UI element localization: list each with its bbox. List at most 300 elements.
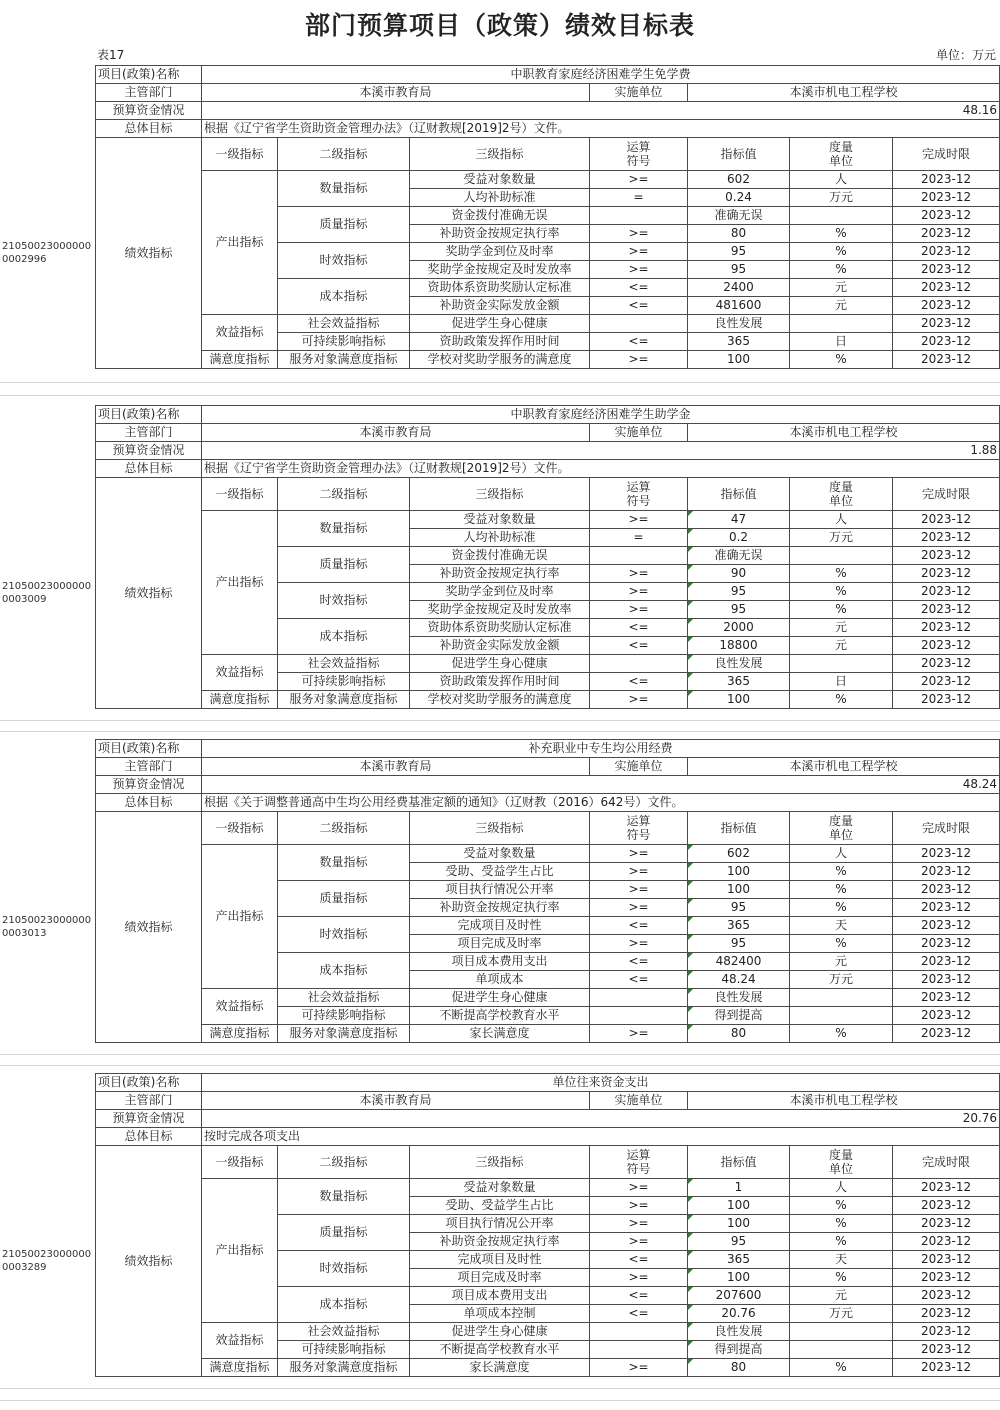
indicator-unit: % <box>790 583 893 601</box>
indicator-value: 100 <box>688 351 790 369</box>
indicator-row <box>96 1323 1000 1341</box>
indicator-name: 完成项目及时性 <box>410 917 590 935</box>
indicator-value: 20.76 <box>688 1305 790 1323</box>
indicator-operator: = <box>590 189 688 207</box>
indicator-row <box>96 1025 1000 1043</box>
label-goal: 总体目标 <box>96 1128 202 1146</box>
indicator-deadline: 2023-12 <box>893 207 1000 225</box>
header-level2: 二级指标 <box>278 812 410 845</box>
indicator-deadline: 2023-12 <box>893 1305 1000 1323</box>
indicator-name: 促进学生身心健康 <box>410 1323 590 1341</box>
header-operator: 运算 符号 <box>590 138 688 171</box>
level1-indicator: 效益指标 <box>202 1323 278 1359</box>
level2-indicator: 成本指标 <box>278 619 410 655</box>
indicator-name: 受益对象数量 <box>410 1179 590 1197</box>
level2-indicator: 服务对象满意度指标 <box>278 691 410 709</box>
label-project: 项目(政策)名称 <box>96 1074 202 1092</box>
indicator-operator: <= <box>590 673 688 691</box>
indicator-value: 100 <box>688 1269 790 1287</box>
indicator-value: 100 <box>688 881 790 899</box>
impl-unit: 本溪市机电工程学校 <box>688 758 1000 776</box>
indicator-operator <box>590 1007 688 1025</box>
indicator-row <box>96 691 1000 709</box>
indicator-operator <box>590 547 688 565</box>
indicator-name: 学校对奖助学服务的满意度 <box>410 351 590 369</box>
label-perf: 绩效指标 <box>96 1146 202 1377</box>
level2-indicator: 可持续影响指标 <box>278 1341 410 1359</box>
indicator-deadline: 2023-12 <box>893 655 1000 673</box>
budget-value: 48.16 <box>202 102 1000 120</box>
indicator-deadline: 2023-12 <box>893 1341 1000 1359</box>
label-dept: 主管部门 <box>96 758 202 776</box>
indicator-unit: 元 <box>790 637 893 655</box>
level2-indicator: 社会效益指标 <box>278 315 410 333</box>
label-dept: 主管部门 <box>96 84 202 102</box>
grid-line <box>0 731 1000 732</box>
header-level1: 一级指标 <box>202 812 278 845</box>
indicator-unit: 元 <box>790 619 893 637</box>
indicator-unit: 元 <box>790 279 893 297</box>
indicator-unit <box>790 1007 893 1025</box>
indicator-name: 受助、受益学生占比 <box>410 1197 590 1215</box>
indicator-value: 207600 <box>688 1287 790 1305</box>
project-name: 中职教育家庭经济困难学生免学费 <box>202 66 1000 84</box>
performance-table-block <box>95 1073 1000 1377</box>
level2-indicator: 时效指标 <box>278 917 410 953</box>
indicator-deadline: 2023-12 <box>893 691 1000 709</box>
label-project: 项目(政策)名称 <box>96 406 202 424</box>
indicator-value: 95 <box>688 601 790 619</box>
indicator-name: 奖助学金按规定及时发放率 <box>410 601 590 619</box>
header-level3: 三级指标 <box>410 138 590 171</box>
project-name: 补充职业中专生均公用经费 <box>202 740 1000 758</box>
indicator-deadline: 2023-12 <box>893 171 1000 189</box>
indicator-operator: <= <box>590 1287 688 1305</box>
indicator-deadline: 2023-12 <box>893 673 1000 691</box>
indicator-name: 促进学生身心健康 <box>410 655 590 673</box>
indicator-operator: >= <box>590 225 688 243</box>
budget-value: 1.88 <box>202 442 1000 460</box>
header-level1: 一级指标 <box>202 1146 278 1179</box>
performance-table <box>95 65 1000 369</box>
indicator-unit: % <box>790 565 893 583</box>
header-level1: 一级指标 <box>202 138 278 171</box>
level1-indicator: 满意度指标 <box>202 351 278 369</box>
indicator-operator: >= <box>590 881 688 899</box>
indicator-name: 资金拨付准确无误 <box>410 547 590 565</box>
label-dept: 主管部门 <box>96 1092 202 1110</box>
indicator-value: 80 <box>688 1359 790 1377</box>
indicator-deadline: 2023-12 <box>893 243 1000 261</box>
header-value: 指标值 <box>688 812 790 845</box>
indicator-operator <box>590 655 688 673</box>
performance-table <box>95 405 1000 709</box>
indicator-deadline: 2023-12 <box>893 1197 1000 1215</box>
indicator-operator: <= <box>590 619 688 637</box>
level2-indicator: 成本指标 <box>278 279 410 315</box>
indicator-operator: >= <box>590 691 688 709</box>
indicator-operator: >= <box>590 261 688 279</box>
indicator-deadline: 2023-12 <box>893 1269 1000 1287</box>
indicator-row <box>96 511 1000 529</box>
indicator-deadline: 2023-12 <box>893 1251 1000 1269</box>
indicator-value: 100 <box>688 1197 790 1215</box>
label-budget: 预算资金情况 <box>96 442 202 460</box>
indicator-name: 项目执行情况公开率 <box>410 1215 590 1233</box>
indicator-name: 家长满意度 <box>410 1359 590 1377</box>
level1-indicator: 满意度指标 <box>202 691 278 709</box>
indicator-unit: 人 <box>790 1179 893 1197</box>
level2-indicator: 数量指标 <box>278 511 410 547</box>
header-deadline: 完成时限 <box>893 138 1000 171</box>
indicator-value: 602 <box>688 845 790 863</box>
indicator-name: 受益对象数量 <box>410 171 590 189</box>
project-code: 210500230000000002996 <box>2 241 92 265</box>
indicator-unit: % <box>790 1233 893 1251</box>
indicator-unit: % <box>790 261 893 279</box>
indicator-deadline: 2023-12 <box>893 619 1000 637</box>
impl-unit: 本溪市机电工程学校 <box>688 84 1000 102</box>
indicator-name: 受助、受益学生占比 <box>410 863 590 881</box>
indicator-name: 项目完成及时率 <box>410 1269 590 1287</box>
label-budget: 预算资金情况 <box>96 1110 202 1128</box>
goal-text: 根据《辽宁省学生资助资金管理办法》（辽财教规[2019]2号）文件。 <box>202 120 1000 138</box>
level2-indicator: 可持续影响指标 <box>278 1007 410 1025</box>
project-name: 单位往来资金支出 <box>202 1074 1000 1092</box>
indicator-name: 奖助学金按规定及时发放率 <box>410 261 590 279</box>
level2-indicator: 成本指标 <box>278 953 410 989</box>
indicator-name: 奖助学金到位及时率 <box>410 583 590 601</box>
indicator-deadline: 2023-12 <box>893 917 1000 935</box>
indicator-value: 准确无误 <box>688 207 790 225</box>
indicator-deadline: 2023-12 <box>893 989 1000 1007</box>
indicator-operator: <= <box>590 917 688 935</box>
indicator-unit: 日 <box>790 673 893 691</box>
indicator-unit: % <box>790 899 893 917</box>
indicator-deadline: 2023-12 <box>893 529 1000 547</box>
indicator-value: 95 <box>688 899 790 917</box>
indicator-operator: <= <box>590 297 688 315</box>
budget-value: 20.76 <box>202 1110 1000 1128</box>
indicator-name: 项目执行情况公开率 <box>410 881 590 899</box>
indicator-name: 补助资金按规定执行率 <box>410 225 590 243</box>
indicator-deadline: 2023-12 <box>893 863 1000 881</box>
indicator-deadline: 2023-12 <box>893 971 1000 989</box>
indicator-operator: >= <box>590 1025 688 1043</box>
header-value: 指标值 <box>688 1146 790 1179</box>
indicator-value: 95 <box>688 1233 790 1251</box>
label-goal: 总体目标 <box>96 460 202 478</box>
indicator-unit: 天 <box>790 1251 893 1269</box>
indicator-deadline: 2023-12 <box>893 279 1000 297</box>
dept-name: 本溪市教育局 <box>202 84 590 102</box>
label-goal: 总体目标 <box>96 794 202 812</box>
header-deadline: 完成时限 <box>893 812 1000 845</box>
indicator-value: 95 <box>688 243 790 261</box>
indicator-name: 人均补助标准 <box>410 189 590 207</box>
indicator-name: 学校对奖助学服务的满意度 <box>410 691 590 709</box>
indicator-name: 资助政策发挥作用时间 <box>410 333 590 351</box>
level2-indicator: 服务对象满意度指标 <box>278 1025 410 1043</box>
indicator-unit: % <box>790 1269 893 1287</box>
indicator-value: 良性发展 <box>688 1323 790 1341</box>
indicator-unit: % <box>790 601 893 619</box>
level2-indicator: 可持续影响指标 <box>278 673 410 691</box>
dept-name: 本溪市教育局 <box>202 1092 590 1110</box>
indicator-unit <box>790 1323 893 1341</box>
grid-line <box>0 720 1000 721</box>
indicator-operator: >= <box>590 243 688 261</box>
indicator-operator: >= <box>590 899 688 917</box>
project-code: 210500230000000003013 <box>2 915 92 939</box>
indicator-unit: 人 <box>790 845 893 863</box>
label-impl: 实施单位 <box>590 424 688 442</box>
dept-name: 本溪市教育局 <box>202 758 590 776</box>
indicator-deadline: 2023-12 <box>893 547 1000 565</box>
indicator-deadline: 2023-12 <box>893 935 1000 953</box>
indicator-deadline: 2023-12 <box>893 351 1000 369</box>
indicator-operator <box>590 315 688 333</box>
indicator-unit: % <box>790 1359 893 1377</box>
label-budget: 预算资金情况 <box>96 102 202 120</box>
indicator-operator <box>590 1323 688 1341</box>
project-code: 210500230000000003009 <box>2 581 92 605</box>
level1-indicator: 产出指标 <box>202 1179 278 1323</box>
indicator-unit <box>790 207 893 225</box>
label-goal: 总体目标 <box>96 120 202 138</box>
indicator-value: 95 <box>688 261 790 279</box>
grid-line <box>0 1054 1000 1055</box>
indicator-deadline: 2023-12 <box>893 583 1000 601</box>
indicator-operator: <= <box>590 1305 688 1323</box>
indicator-value: 得到提高 <box>688 1341 790 1359</box>
goal-text: 按时完成各项支出 <box>202 1128 1000 1146</box>
indicator-name: 资助体系资助奖励认定标准 <box>410 279 590 297</box>
label-project: 项目(政策)名称 <box>96 66 202 84</box>
indicator-operator: >= <box>590 1233 688 1251</box>
indicator-value: 0.2 <box>688 529 790 547</box>
indicator-deadline: 2023-12 <box>893 637 1000 655</box>
indicator-value: 2400 <box>688 279 790 297</box>
grid-line <box>0 1400 1000 1401</box>
indicator-unit <box>790 989 893 1007</box>
level2-indicator: 数量指标 <box>278 845 410 881</box>
indicator-deadline: 2023-12 <box>893 1359 1000 1377</box>
indicator-name: 资助体系资助奖励认定标准 <box>410 619 590 637</box>
indicator-deadline: 2023-12 <box>893 881 1000 899</box>
indicator-name: 补助资金按规定执行率 <box>410 899 590 917</box>
level1-indicator: 效益指标 <box>202 315 278 351</box>
indicator-unit: % <box>790 691 893 709</box>
label-perf: 绩效指标 <box>96 138 202 369</box>
indicator-name: 项目成本费用支出 <box>410 953 590 971</box>
header-level3: 三级指标 <box>410 478 590 511</box>
indicator-operator: >= <box>590 935 688 953</box>
level2-indicator: 质量指标 <box>278 881 410 917</box>
header-value: 指标值 <box>688 478 790 511</box>
indicator-unit: 元 <box>790 297 893 315</box>
header-operator: 运算 符号 <box>590 812 688 845</box>
performance-table <box>95 1073 1000 1377</box>
indicator-deadline: 2023-12 <box>893 333 1000 351</box>
header-unit: 度量 单位 <box>790 812 893 845</box>
header-operator: 运算 符号 <box>590 478 688 511</box>
indicator-deadline: 2023-12 <box>893 511 1000 529</box>
indicator-operator: >= <box>590 1269 688 1287</box>
indicator-deadline: 2023-12 <box>893 1179 1000 1197</box>
budget-value: 48.24 <box>202 776 1000 794</box>
grid-line <box>0 395 1000 396</box>
indicator-operator: >= <box>590 1197 688 1215</box>
header-level2: 二级指标 <box>278 478 410 511</box>
label-impl: 实施单位 <box>590 1092 688 1110</box>
level1-indicator: 产出指标 <box>202 171 278 315</box>
indicator-name: 人均补助标准 <box>410 529 590 547</box>
indicator-unit: 日 <box>790 333 893 351</box>
indicator-deadline: 2023-12 <box>893 1287 1000 1305</box>
impl-unit: 本溪市机电工程学校 <box>688 424 1000 442</box>
indicator-deadline: 2023-12 <box>893 315 1000 333</box>
level1-indicator: 产出指标 <box>202 845 278 989</box>
indicator-value: 准确无误 <box>688 547 790 565</box>
indicator-value: 100 <box>688 1215 790 1233</box>
indicator-name: 补助资金按规定执行率 <box>410 565 590 583</box>
grid-line <box>0 382 1000 383</box>
header-level2: 二级指标 <box>278 138 410 171</box>
indicator-operator <box>590 1341 688 1359</box>
indicator-row <box>96 845 1000 863</box>
performance-table <box>95 739 1000 1043</box>
level2-indicator: 社会效益指标 <box>278 1323 410 1341</box>
indicator-name: 补助资金实际发放金额 <box>410 297 590 315</box>
indicator-value: 365 <box>688 673 790 691</box>
level2-indicator: 社会效益指标 <box>278 655 410 673</box>
indicator-unit: 元 <box>790 1287 893 1305</box>
indicator-unit <box>790 315 893 333</box>
indicator-unit <box>790 1341 893 1359</box>
indicator-name: 单项成本控制 <box>410 1305 590 1323</box>
indicator-operator: >= <box>590 1359 688 1377</box>
indicator-row <box>96 1179 1000 1197</box>
level2-indicator: 数量指标 <box>278 1179 410 1215</box>
indicator-value: 100 <box>688 691 790 709</box>
indicator-value: 80 <box>688 1025 790 1043</box>
indicator-operator: >= <box>590 351 688 369</box>
indicator-unit: 万元 <box>790 189 893 207</box>
performance-table-block <box>95 65 1000 369</box>
level1-indicator: 产出指标 <box>202 511 278 655</box>
indicator-operator: <= <box>590 953 688 971</box>
indicator-row <box>96 1359 1000 1377</box>
indicator-deadline: 2023-12 <box>893 601 1000 619</box>
level2-indicator: 社会效益指标 <box>278 989 410 1007</box>
indicator-unit: 元 <box>790 953 893 971</box>
indicator-operator: <= <box>590 279 688 297</box>
header-level3: 三级指标 <box>410 1146 590 1179</box>
indicator-operator: <= <box>590 333 688 351</box>
level1-indicator: 满意度指标 <box>202 1359 278 1377</box>
indicator-unit: % <box>790 225 893 243</box>
header-level2: 二级指标 <box>278 1146 410 1179</box>
indicator-name: 受益对象数量 <box>410 511 590 529</box>
goal-text: 根据《辽宁省学生资助资金管理办法》（辽财教规[2019]2号）文件。 <box>202 460 1000 478</box>
indicator-name: 补助资金实际发放金额 <box>410 637 590 655</box>
indicator-value: 100 <box>688 863 790 881</box>
level2-indicator: 数量指标 <box>278 171 410 207</box>
indicator-value: 365 <box>688 1251 790 1269</box>
indicator-value: 良性发展 <box>688 315 790 333</box>
indicator-name: 完成项目及时性 <box>410 1251 590 1269</box>
header-deadline: 完成时限 <box>893 478 1000 511</box>
indicator-value: 47 <box>688 511 790 529</box>
table-number: 表17 <box>97 48 125 62</box>
level1-indicator: 效益指标 <box>202 655 278 691</box>
indicator-unit: % <box>790 243 893 261</box>
indicator-value: 602 <box>688 171 790 189</box>
unit-label: 单位：万元 <box>935 48 996 62</box>
indicator-value: 1 <box>688 1179 790 1197</box>
indicator-deadline: 2023-12 <box>893 1215 1000 1233</box>
indicator-unit: % <box>790 1215 893 1233</box>
indicator-operator: >= <box>590 845 688 863</box>
level2-indicator: 成本指标 <box>278 1287 410 1323</box>
level2-indicator: 时效指标 <box>278 243 410 279</box>
indicator-operator <box>590 989 688 1007</box>
indicator-value: 2000 <box>688 619 790 637</box>
grid-line <box>0 1388 1000 1389</box>
performance-table-block <box>95 405 1000 709</box>
indicator-name: 资助政策发挥作用时间 <box>410 673 590 691</box>
indicator-deadline: 2023-12 <box>893 899 1000 917</box>
label-perf: 绩效指标 <box>96 812 202 1043</box>
indicator-name: 项目成本费用支出 <box>410 1287 590 1305</box>
indicator-deadline: 2023-12 <box>893 953 1000 971</box>
indicator-operator: <= <box>590 637 688 655</box>
level1-indicator: 满意度指标 <box>202 1025 278 1043</box>
header-unit: 度量 单位 <box>790 138 893 171</box>
indicator-row <box>96 989 1000 1007</box>
performance-table-block <box>95 739 1000 1043</box>
indicator-row <box>96 655 1000 673</box>
level2-indicator: 时效指标 <box>278 1251 410 1287</box>
indicator-deadline: 2023-12 <box>893 1323 1000 1341</box>
indicator-unit: % <box>790 935 893 953</box>
level2-indicator: 质量指标 <box>278 1215 410 1251</box>
indicator-unit: 万元 <box>790 1305 893 1323</box>
label-impl: 实施单位 <box>590 84 688 102</box>
level2-indicator: 服务对象满意度指标 <box>278 1359 410 1377</box>
grid-line <box>0 1065 1000 1066</box>
label-perf: 绩效指标 <box>96 478 202 709</box>
indicator-value: 90 <box>688 565 790 583</box>
label-budget: 预算资金情况 <box>96 776 202 794</box>
indicator-name: 不断提高学校教育水平 <box>410 1341 590 1359</box>
indicator-operator: >= <box>590 171 688 189</box>
label-project: 项目(政策)名称 <box>96 740 202 758</box>
indicator-deadline: 2023-12 <box>893 1007 1000 1025</box>
indicator-operator: <= <box>590 971 688 989</box>
indicator-operator: >= <box>590 1179 688 1197</box>
indicator-unit: % <box>790 1197 893 1215</box>
level2-indicator: 时效指标 <box>278 583 410 619</box>
level2-indicator: 服务对象满意度指标 <box>278 351 410 369</box>
indicator-operator: >= <box>590 601 688 619</box>
header-value: 指标值 <box>688 138 790 171</box>
level2-indicator: 质量指标 <box>278 207 410 243</box>
indicator-unit: 人 <box>790 171 893 189</box>
indicator-operator: >= <box>590 511 688 529</box>
indicator-unit: 万元 <box>790 529 893 547</box>
